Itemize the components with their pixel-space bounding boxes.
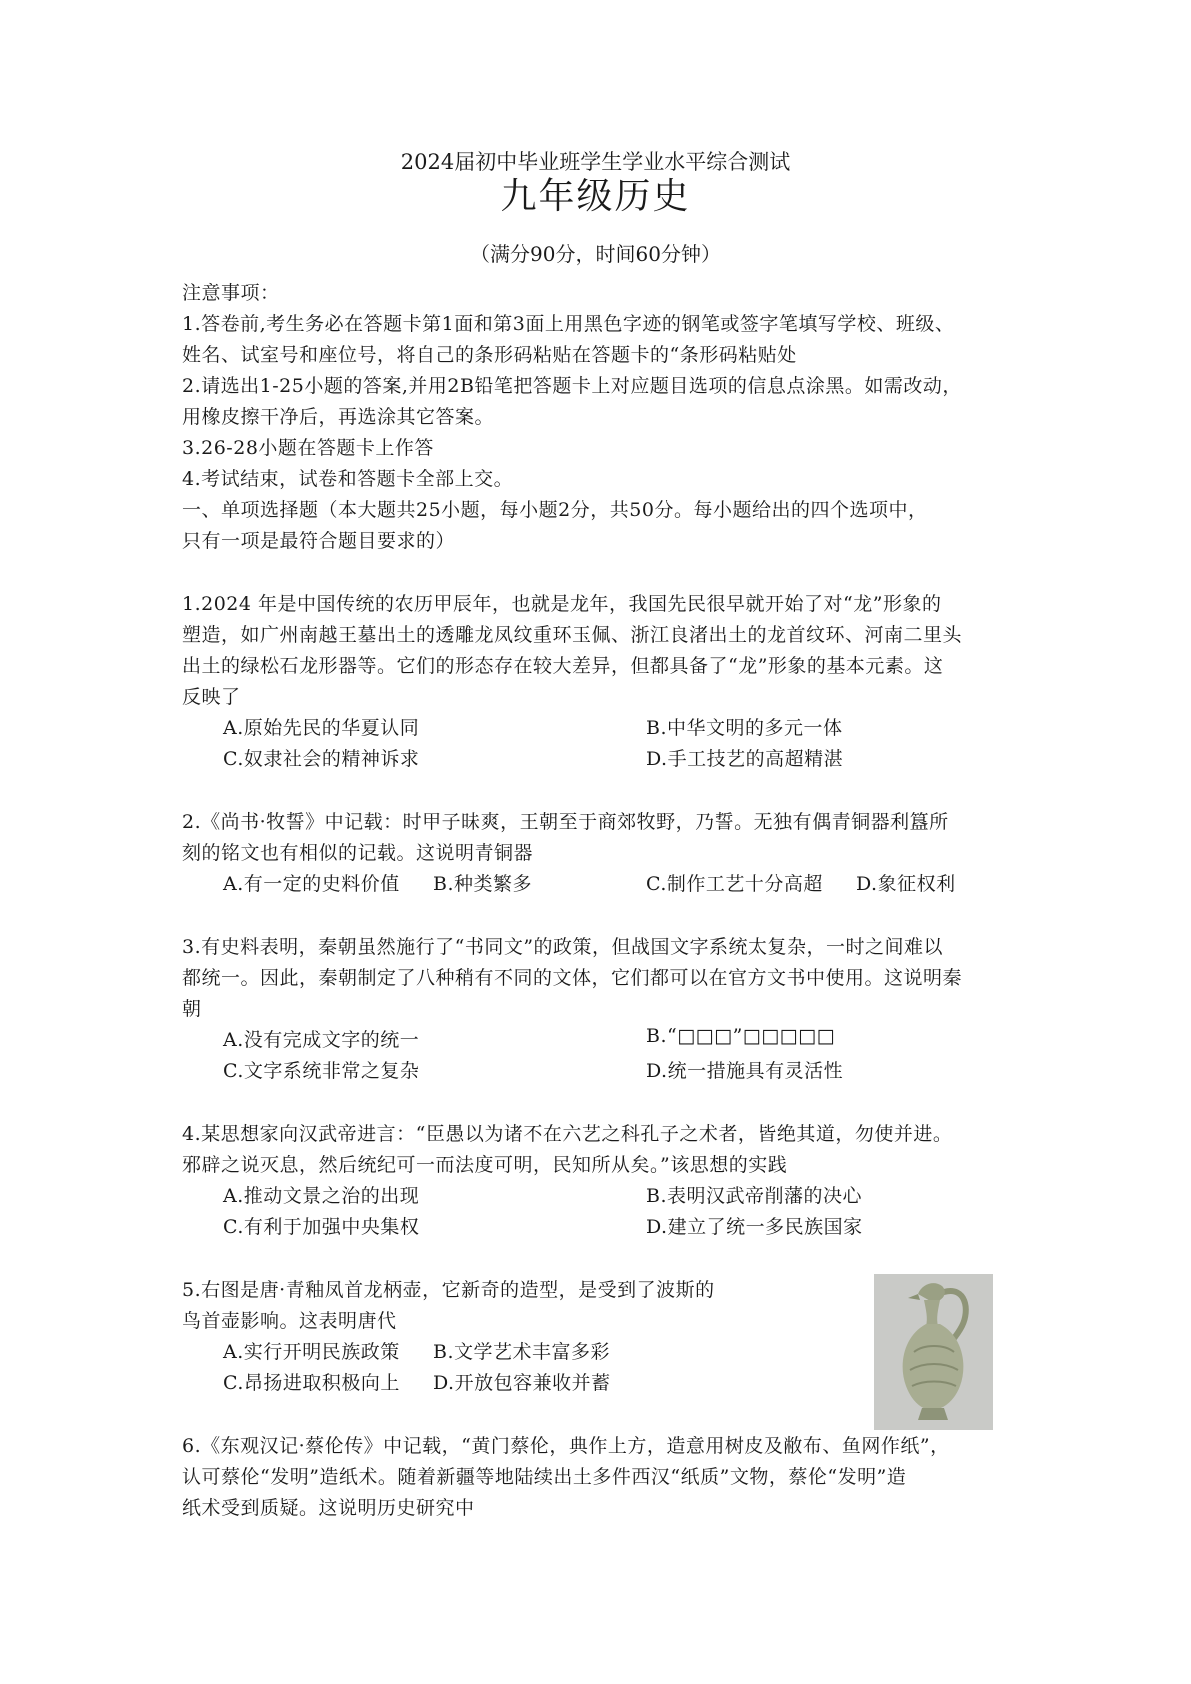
question-3-option-b[interactable]: B.“□□□”□□□□□ (646, 1025, 836, 1047)
question-1-text: 反映了 (182, 686, 241, 708)
question-2-text: 2.《尚书·牧誓》中记载：时甲子昧爽，王朝至于商郊牧野，乃誓。无独有偶青铜器利簋所 (182, 811, 949, 833)
question-4-option-b[interactable]: B.表明汉武帝削藩的决心 (646, 1185, 863, 1207)
question-1-text: 1.2024 年是中国传统的农历甲辰年，也就是龙年，我国先民很早就开始了对“龙”形象的 (182, 593, 942, 615)
notice-heading: 注意事项： (182, 282, 280, 304)
question-6-text: 纸术受到质疑。这说明历史研究中 (182, 1497, 475, 1519)
question-3-text: 都统一。因此，秦朝制定了八种稍有不同的文体，它们都可以在官方文书中使用。这说明秦 (182, 967, 963, 989)
question-2-option-b[interactable]: B.种类繁多 (433, 873, 533, 895)
section-heading: 只有一项是最符合题目要求的） (182, 530, 456, 552)
question-4-text: 邪辟之说灭息，然后统纪可一而法度可明，民知所从矣。”该思想的实践 (182, 1154, 788, 1176)
question-2-option-d[interactable]: D.象征权利 (856, 873, 956, 895)
notice-line: 用橡皮擦干净后，再选涂其它答案。 (182, 406, 495, 428)
question-3-option-d[interactable]: D.统一措施具有灵活性 (646, 1060, 844, 1082)
question-1-text: 塑造，如广州南越王墓出土的透雕龙凤纹重环玉佩、浙江良渚出土的龙首纹环、河南二里头 (182, 624, 963, 646)
question-4-option-c[interactable]: C.有利于加强中央集权 (223, 1216, 420, 1238)
notice-line: 1.答卷前,考生务必在答题卡第1面和第3面上用黑色字迹的钢笔或签字笔填写学校、班级、 (182, 313, 955, 335)
question-4-option-d[interactable]: D.建立了统一多民族国家 (646, 1216, 863, 1238)
question-4-text: 4.某思想家向汉武帝进言：“臣愚以为诸不在六艺之科孔子之术者，皆绝其道，勿使并进。 (182, 1123, 953, 1145)
question-5-option-d[interactable]: D.开放包容兼收并蓄 (433, 1372, 611, 1394)
question-3-text: 3.有史料表明，秦朝虽然施行了“书同文”的政策，但战国文字系统太复杂，一时之间难以 (182, 936, 944, 958)
question-3-text: 朝 (182, 998, 202, 1020)
notice-line: 3.26-28小题在答题卡上作答 (182, 437, 434, 459)
question-5-option-a[interactable]: A.实行开明民族政策 (223, 1341, 400, 1363)
notice-line: 姓名、试室号和座位号，将自己的条形码粘贴在答题卡的“条形码粘贴处 (182, 344, 797, 366)
question-1-option-b[interactable]: B.中华文明的多元一体 (646, 717, 843, 739)
question-1-text: 出土的绿松石龙形器等。它们的形态存在较大差异，但都具备了“龙”形象的基本元素。这 (182, 655, 944, 677)
exam-title: 九年级历史 (500, 176, 691, 217)
question-1-option-c[interactable]: C.奴隶社会的精神诉求 (223, 748, 420, 770)
question-5-option-b[interactable]: B.文学艺术丰富多彩 (433, 1341, 611, 1363)
question-3-option-a[interactable]: A.没有完成文字的统一 (223, 1029, 420, 1051)
question-5-text: 5.右图是唐·青釉凤首龙柄壶，它新奇的造型，是受到了波斯的 (182, 1279, 715, 1301)
question-3-option-c[interactable]: C.文字系统非常之复杂 (223, 1060, 420, 1082)
question-6-text: 认可蔡伦“发明”造纸术。随着新疆等地陆续出土多件西汉“纸质”文物，蔡伦“发明”造 (182, 1466, 907, 1488)
score-time-note: （满分90分，时间60分钟） (470, 242, 721, 266)
question-5-text: 鸟首壶影响。这表明唐代 (182, 1310, 397, 1332)
question-1-option-a[interactable]: A.原始先民的华夏认同 (223, 717, 420, 739)
question-6-text: 6.《东观汉记·蔡伦传》中记载，“黄门蔡伦，典作上方，造意用树皮及敝布、鱼网作纸”， (182, 1435, 950, 1457)
question-2-option-a[interactable]: A.有一定的史料价值 (223, 873, 400, 895)
section-heading: 一、单项选择题（本大题共25小题，每小题2分，共50分。每小题给出的四个选项中， (182, 499, 928, 521)
question-1-option-d[interactable]: D.手工技艺的高超精湛 (646, 748, 844, 770)
notice-line: 2.请选出1-25小题的答案,并用2B铅笔把答题卡上对应题目选项的信息点涂黑。如需改动， (182, 375, 962, 397)
question-2-option-c[interactable]: C.制作工艺十分高超 (646, 873, 823, 895)
exam-suptitle: 2024届初中毕业班学生学业水平综合测试 (400, 150, 791, 174)
question-5-option-c[interactable]: C.昂扬进取积极向上 (223, 1372, 400, 1394)
tang-phoenix-head-ewer-image (874, 1274, 993, 1430)
question-4-option-a[interactable]: A.推动文景之治的出现 (223, 1185, 420, 1207)
question-2-text: 刻的铭文也有相似的记载。这说明青铜器 (182, 842, 534, 864)
notice-line: 4.考试结束，试卷和答题卡全部上交。 (182, 468, 514, 490)
